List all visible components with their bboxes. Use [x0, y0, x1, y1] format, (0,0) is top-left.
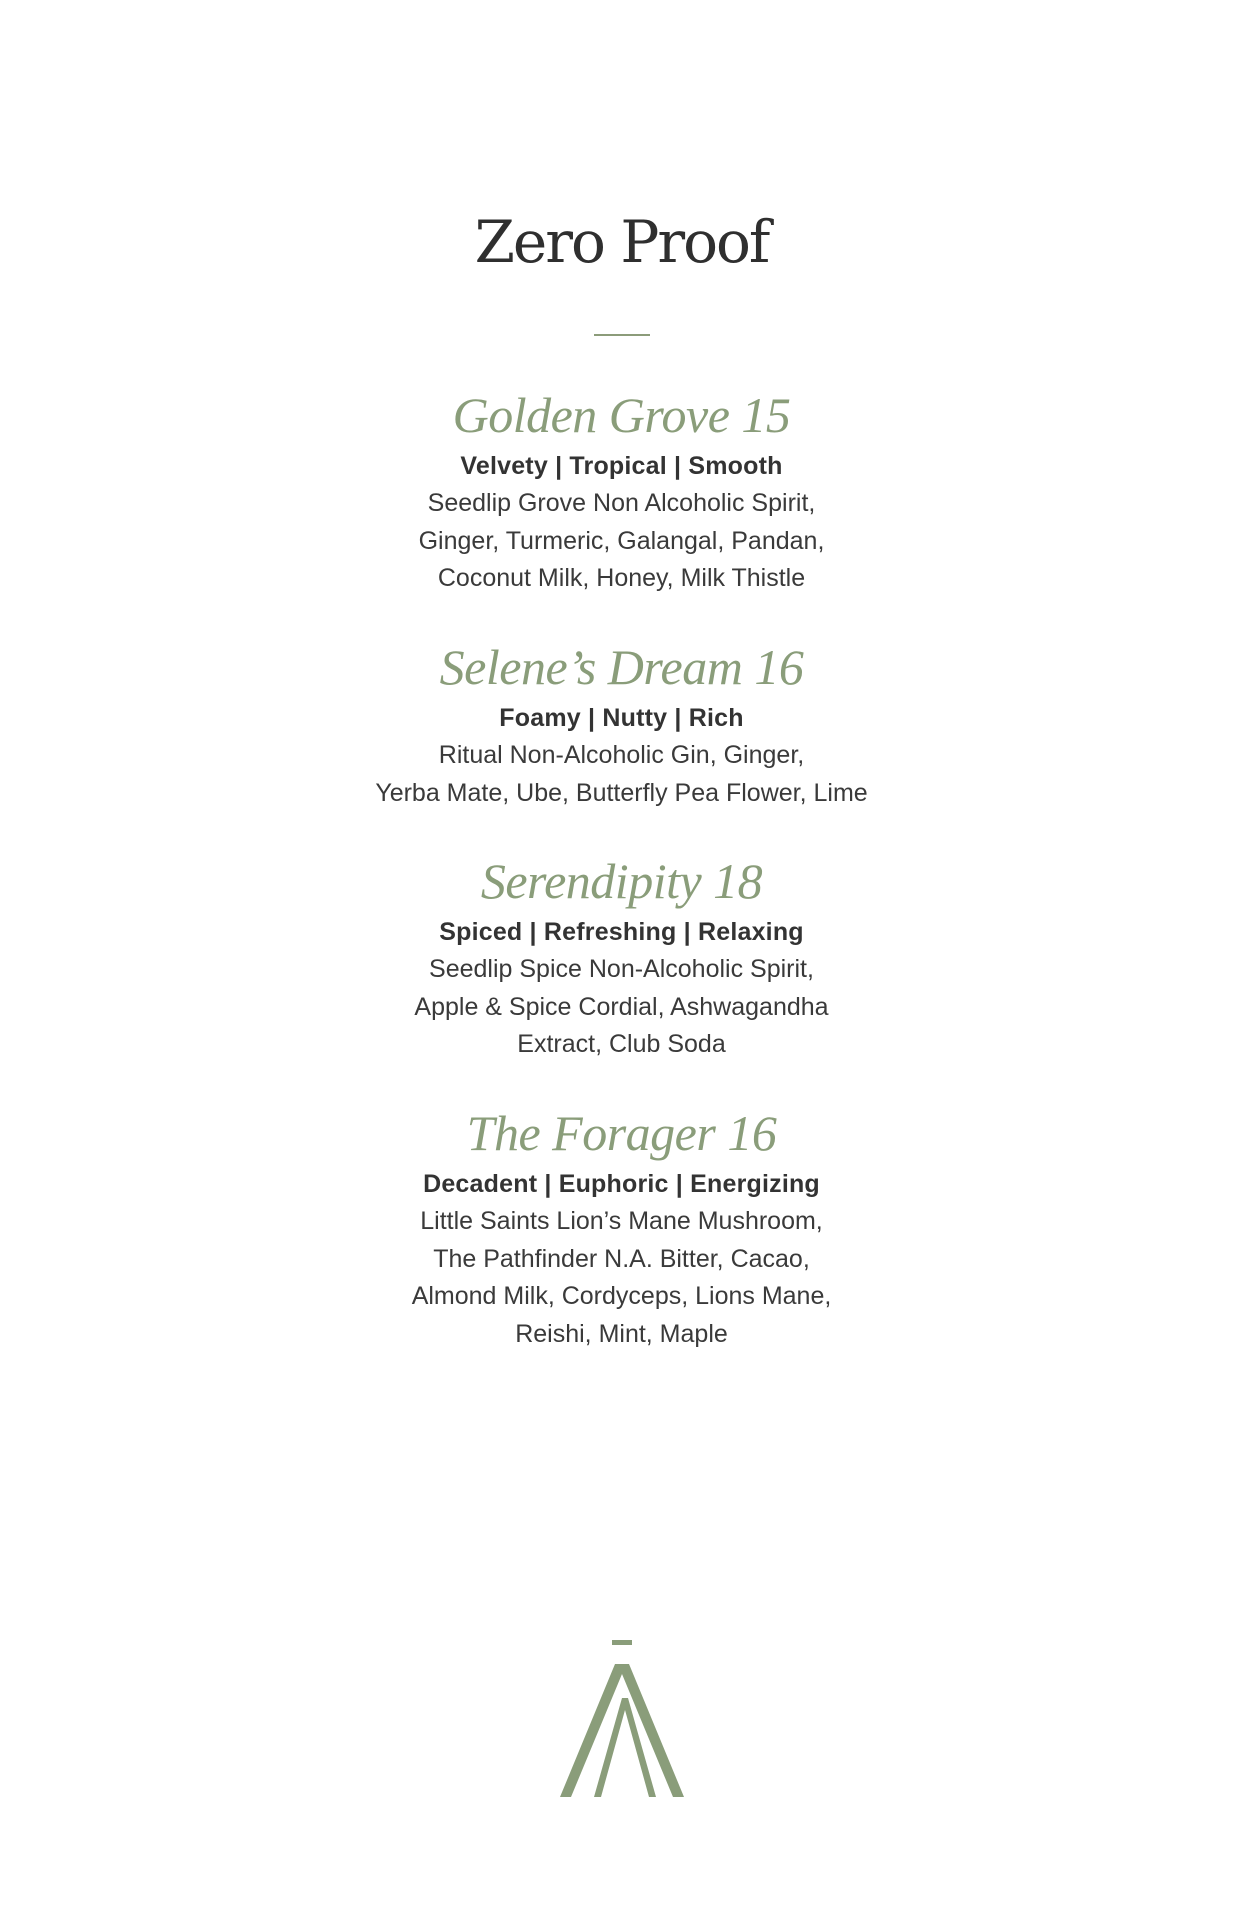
drink-name: Golden Grove 15 — [452, 387, 791, 443]
ingredient-line: Reishi, Mint, Maple — [515, 1319, 728, 1348]
drink-item-the-forager — [0, 1105, 1243, 1353]
drink-name: The Forager 16 — [466, 1105, 777, 1161]
ingredient-line: Ritual Non-Alcoholic Gin, Ginger, — [438, 741, 805, 769]
drink-tags: Spiced | Refreshing | Relaxing — [439, 918, 804, 946]
ingredient-line: Extract, Club Soda — [517, 1030, 726, 1058]
ingredient-line: Yerba Mate, Ube, Butterfly Pea Flower, Lime — [375, 778, 868, 807]
ingredient-line: Little Saints Lion’s Mane Mushroom, — [420, 1207, 823, 1235]
drink-tags: Foamy | Nutty | Rich — [499, 704, 744, 732]
drink-name: Selene’s Dream 16 — [439, 639, 804, 695]
ingredient-line: The Pathfinder N.A. Bitter, Cacao, — [433, 1244, 810, 1273]
a-monogram-icon — [560, 1640, 684, 1800]
ingredient-line: Ginger, Turmeric, Galangal, Pandan, — [418, 526, 825, 555]
ingredient-line: Almond Milk, Cordyceps, Lions Mane, — [411, 1282, 832, 1310]
ingredient-line: Coconut Milk, Honey, Milk Thistle — [437, 564, 806, 592]
ingredient-line: Seedlip Grove Non Alcoholic Spirit, — [427, 489, 816, 517]
drink-ingredients — [0, 737, 1243, 812]
drink-item-selenes-dream — [0, 639, 1243, 812]
drink-ingredients — [0, 951, 1243, 1064]
drink-name: Serendipity 18 — [480, 853, 763, 909]
ingredient-line: Seedlip Spice Non-Alcoholic Spirit, — [429, 955, 814, 983]
drink-ingredients — [0, 485, 1243, 598]
page-title: Zero Proof — [474, 208, 769, 276]
drink-ingredients — [0, 1203, 1243, 1353]
title-divider — [594, 334, 650, 336]
drink-tags: Velvety | Tropical | Smooth — [460, 452, 783, 480]
drink-item-serendipity — [0, 853, 1243, 1064]
drink-item-golden-grove — [0, 387, 1243, 598]
drink-tags: Decadent | Euphoric | Energizing — [423, 1170, 820, 1198]
ingredient-line: Apple & Spice Cordial, Ashwagandha — [414, 992, 829, 1021]
